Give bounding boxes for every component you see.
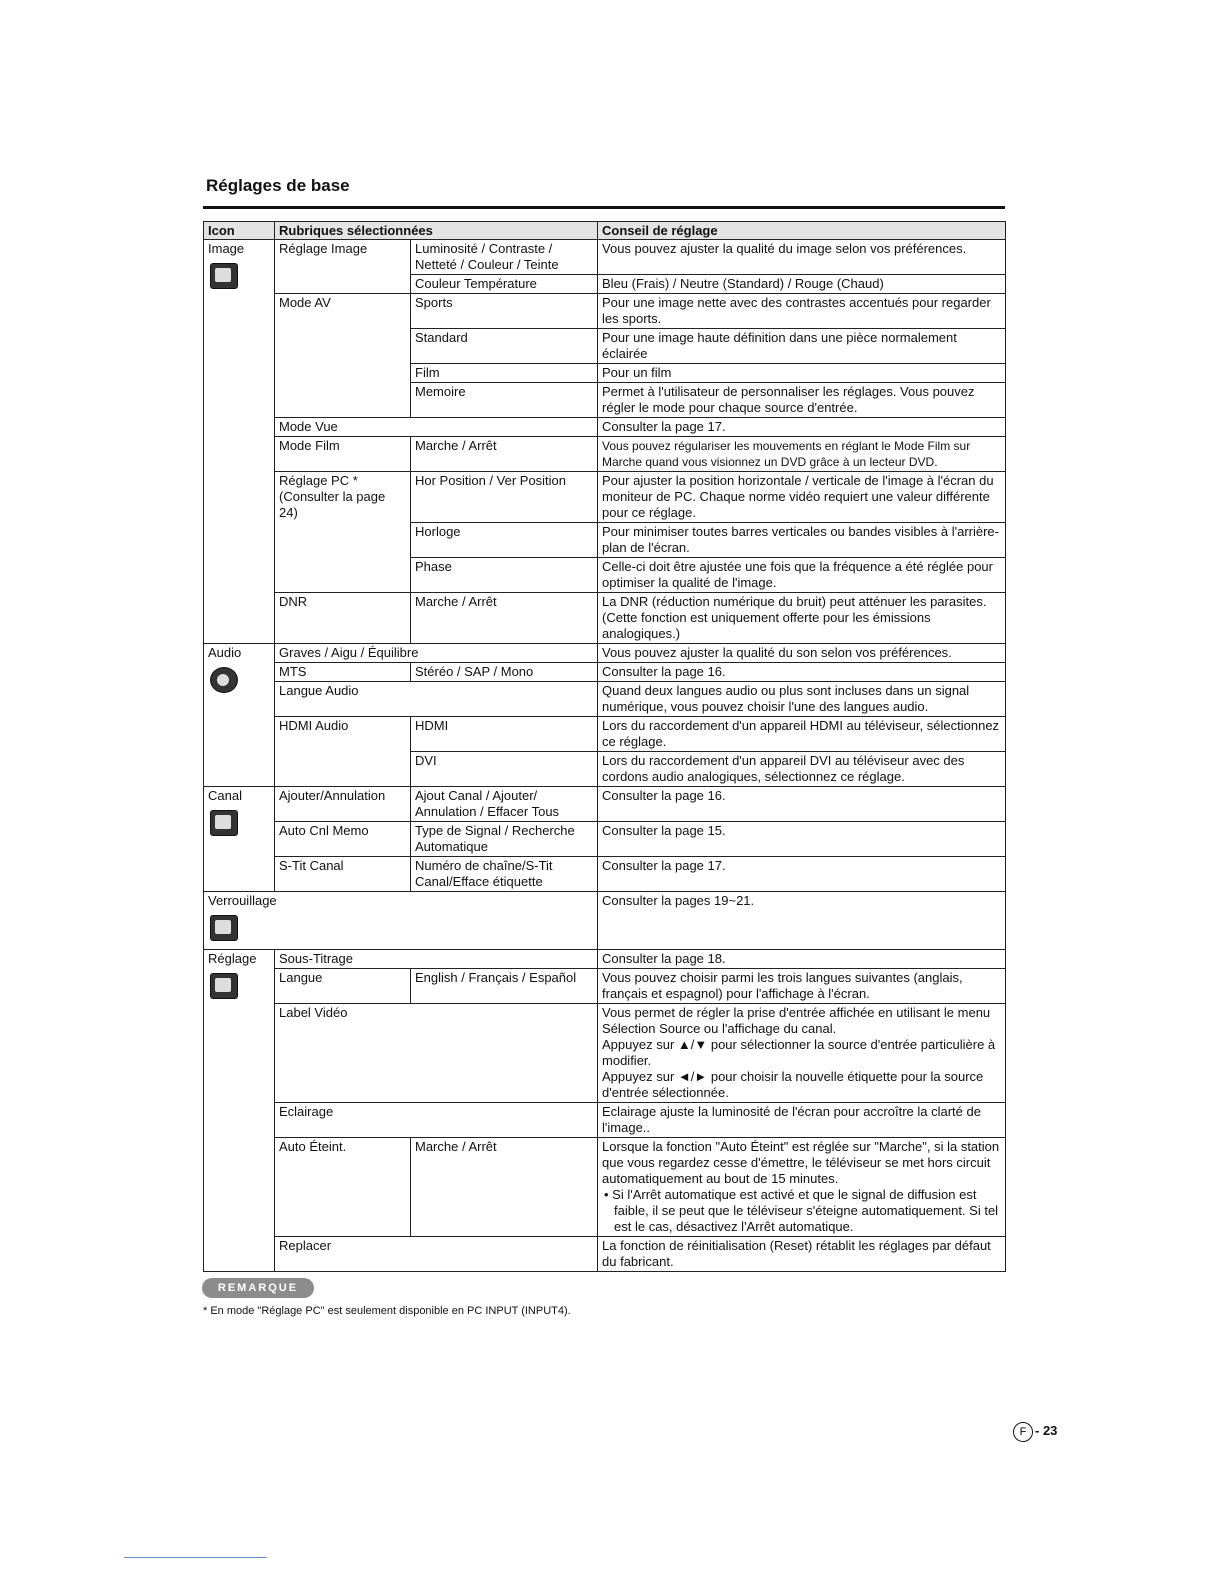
advice-cell: Vous pouvez choisir parmi les trois langues suivantes (anglais, français et espagnol) pour l'affichage à l'écran. bbox=[598, 969, 1006, 1004]
category-label: Réglage bbox=[208, 951, 257, 966]
advice-cell: La DNR (réduction numérique du bruit) peut atténuer les parasites. (Cette fonction est uniquement offerte pour les émissions analogiques.) bbox=[598, 593, 1006, 644]
advice-cell: Permet à l'utilisateur de personnaliser les réglages. Vous pouvez régler le mode pour chaque source d'entrée. bbox=[598, 383, 1006, 418]
advice-cell: Pour un film bbox=[598, 364, 1006, 383]
table-row bbox=[204, 1138, 1006, 1237]
option-cell: Memoire bbox=[411, 383, 598, 418]
advice-cell: Pour une image nette avec des contrastes accentués pour regarder les sports. bbox=[598, 294, 1006, 329]
category-image bbox=[204, 240, 275, 644]
table-row bbox=[204, 294, 1006, 329]
footnote: * En mode "Réglage PC" est seulement disponible en PC INPUT (INPUT4). bbox=[203, 1305, 571, 1317]
option-cell: Marche / Arrêt bbox=[411, 593, 598, 644]
advice-cell: Pour une image haute définition dans une pièce normalement éclairée bbox=[598, 329, 1006, 364]
category-verrouillage bbox=[204, 892, 598, 950]
category-label: Canal bbox=[208, 788, 242, 803]
item-cell: Graves / Aigu / Équilibre bbox=[275, 644, 598, 663]
advice-cell: Pour minimiser toutes barres verticales ou bandes visibles à l'arrière-plan de l'écran. bbox=[598, 523, 1006, 558]
title-rule bbox=[203, 206, 1005, 209]
advice-cell: Vous pouvez régulariser les mouvements en réglant le Mode Film sur Marche quand vous visionnez un DVD grâce à un lecteur DVD. bbox=[598, 437, 1006, 472]
option-cell: DVI bbox=[411, 752, 598, 787]
table-row bbox=[204, 472, 1006, 523]
item-cell: Mode Film bbox=[275, 437, 411, 472]
image-icon bbox=[210, 263, 238, 289]
category-label: Verrouillage bbox=[208, 893, 277, 908]
table-row bbox=[204, 857, 1006, 892]
advice-cell: Celle-ci doit être ajustée une fois que la fréquence a été réglée pour optimiser la qualité de l'image. bbox=[598, 558, 1006, 593]
advice-cell: Consulter la page 17. bbox=[598, 418, 1006, 437]
item-cell: DNR bbox=[275, 593, 411, 644]
table-row bbox=[204, 418, 1006, 437]
category-reglage bbox=[204, 950, 275, 1272]
table-row bbox=[204, 892, 1006, 950]
advice-cell: Pour ajuster la position horizontale / verticale de l'image à l'écran du moniteur de PC. Chaque norme vidéo requiert une valeur différente pour ce réglage. bbox=[598, 472, 1006, 523]
item-cell: Ajouter/Annulation bbox=[275, 787, 411, 822]
item-cell: Replacer bbox=[275, 1237, 598, 1272]
settings-table bbox=[203, 221, 1006, 1272]
advice-cell: Vous pouvez ajuster la qualité du image selon vos préférences. bbox=[598, 240, 1006, 275]
category-label: Audio bbox=[208, 645, 242, 660]
item-cell: Langue Audio bbox=[275, 682, 598, 717]
option-cell: HDMI bbox=[411, 717, 598, 752]
option-cell: Marche / Arrêt bbox=[411, 1138, 598, 1237]
page-number bbox=[1013, 1422, 1057, 1442]
advice-cell: Quand deux langues audio ou plus sont incluses dans un signal numérique, vous pouvez choisir l'une des langues audio. bbox=[598, 682, 1006, 717]
item-cell: Mode AV bbox=[275, 294, 411, 418]
language-badge: F bbox=[1013, 1422, 1033, 1442]
option-cell: Numéro de chaîne/S-Tit Canal/Efface étiquette bbox=[411, 857, 598, 892]
category-canal bbox=[204, 787, 275, 892]
table-header-row bbox=[204, 222, 1006, 240]
option-cell: Film bbox=[411, 364, 598, 383]
page-number-text: - 23 bbox=[1035, 1423, 1058, 1438]
table-row bbox=[204, 717, 1006, 752]
table-row bbox=[204, 1103, 1006, 1138]
table-row bbox=[204, 787, 1006, 822]
item-cell: Auto Éteint. bbox=[275, 1138, 411, 1237]
advice-cell: Consulter la page 16. bbox=[598, 787, 1006, 822]
option-cell: Marche / Arrêt bbox=[411, 437, 598, 472]
advice-cell: Lors du raccordement d'un appareil DVI au téléviseur avec des cordons audio analogiques, sélectionnez ce réglage. bbox=[598, 752, 1006, 787]
item-cell: Réglage Image bbox=[275, 240, 411, 294]
table-row bbox=[204, 950, 1006, 969]
item-cell: Réglage PC * (Consulter la page 24) bbox=[275, 472, 411, 593]
item-cell: HDMI Audio bbox=[275, 717, 411, 787]
advice-paragraph: Appuyez sur ▲/▼ pour sélectionner la source d'entrée particulière à modifier. bbox=[602, 1037, 996, 1068]
advice-cell: Consulter la page 18. bbox=[598, 950, 1006, 969]
option-cell: Stéréo / SAP / Mono bbox=[411, 663, 598, 682]
option-cell: Couleur Température bbox=[411, 275, 598, 294]
option-cell: Phase bbox=[411, 558, 598, 593]
advice-paragraph: Appuyez sur ◄/► pour choisir la nouvelle étiquette pour la source d'entrée sélectionnée. bbox=[602, 1069, 984, 1100]
item-cell: Auto Cnl Memo bbox=[275, 822, 411, 857]
option-cell: Sports bbox=[411, 294, 598, 329]
advice-cell bbox=[598, 1004, 1006, 1103]
advice-paragraph: Lorsque la fonction "Auto Éteint" est réglée sur "Marche", si la station que vous regardez cesse d'émettre, le téléviseur se met hors circuit automatiquement au bout de 15 minutes. bbox=[602, 1139, 1000, 1186]
header-advice: Conseil de réglage bbox=[598, 222, 1006, 240]
advice-cell: Consulter la page 15. bbox=[598, 822, 1006, 857]
option-cell: Luminosité / Contraste / Netteté / Couleur / Teinte bbox=[411, 240, 598, 275]
reglage-icon bbox=[210, 973, 238, 999]
table-row bbox=[204, 822, 1006, 857]
option-cell: Type de Signal / Recherche Automatique bbox=[411, 822, 598, 857]
table-row bbox=[204, 682, 1006, 717]
advice-cell: Lors du raccordement d'un appareil HDMI au téléviseur, sélectionnez ce réglage. bbox=[598, 717, 1006, 752]
item-cell: MTS bbox=[275, 663, 411, 682]
category-label: Image bbox=[208, 241, 245, 256]
item-cell: S-Tit Canal bbox=[275, 857, 411, 892]
canal-icon bbox=[210, 810, 238, 836]
table-row bbox=[204, 240, 1006, 275]
advice-bullet: • Si l'Arrêt automatique est activé et que le signal de diffusion est faible, il se peut que le téléviseur s'éteigne automatiquement. Si tel est le cas, désactivez l'Arrêt automatique. bbox=[604, 1187, 999, 1234]
note-badge: REMARQUE bbox=[202, 1278, 314, 1298]
table-row bbox=[204, 969, 1006, 1004]
header-items: Rubriques sélectionnées bbox=[275, 222, 598, 240]
advice-cell: Vous pouvez ajuster la qualité du son selon vos préférences. bbox=[598, 644, 1006, 663]
item-cell: Langue bbox=[275, 969, 411, 1004]
table-row bbox=[204, 1237, 1006, 1272]
option-cell: Ajout Canal / Ajouter/ Annulation / Effacer Tous bbox=[411, 787, 598, 822]
advice-cell: Consulter la page 17. bbox=[598, 857, 1006, 892]
item-cell: Sous-Titrage bbox=[275, 950, 598, 969]
advice-cell: Eclairage ajuste la luminosité de l'écran pour accroître la clarté de l'image.. bbox=[598, 1103, 1006, 1138]
table-row bbox=[204, 644, 1006, 663]
audio-icon bbox=[210, 667, 238, 693]
advice-cell bbox=[598, 1138, 1006, 1237]
option-cell: Horloge bbox=[411, 523, 598, 558]
bottom-rule bbox=[124, 1557, 267, 1558]
advice-paragraph: Vous permet de régler la prise d'entrée affichée en utilisant le menu Sélection Source ou l'affichage du canal. bbox=[602, 1005, 991, 1036]
option-cell: English / Français / Español bbox=[411, 969, 598, 1004]
item-cell: Eclairage bbox=[275, 1103, 598, 1138]
table-row bbox=[204, 437, 1006, 472]
table-row bbox=[204, 1004, 1006, 1103]
item-cell: Mode Vue bbox=[275, 418, 598, 437]
option-cell: Hor Position / Ver Position bbox=[411, 472, 598, 523]
advice-cell: Consulter la pages 19~21. bbox=[598, 892, 1006, 950]
advice-cell: Bleu (Frais) / Neutre (Standard) / Rouge (Chaud) bbox=[598, 275, 1006, 294]
header-icon: Icon bbox=[204, 222, 275, 240]
option-cell: Standard bbox=[411, 329, 598, 364]
item-cell: Label Vidéo bbox=[275, 1004, 598, 1103]
category-audio bbox=[204, 644, 275, 787]
advice-cell: Consulter la page 16. bbox=[598, 663, 1006, 682]
advice-cell: La fonction de réinitialisation (Reset) rétablit les réglages par défaut du fabricant. bbox=[598, 1237, 1006, 1272]
section-title: Réglages de base bbox=[206, 176, 350, 195]
table-row bbox=[204, 593, 1006, 644]
table-row bbox=[204, 663, 1006, 682]
verrouillage-icon bbox=[210, 915, 238, 941]
